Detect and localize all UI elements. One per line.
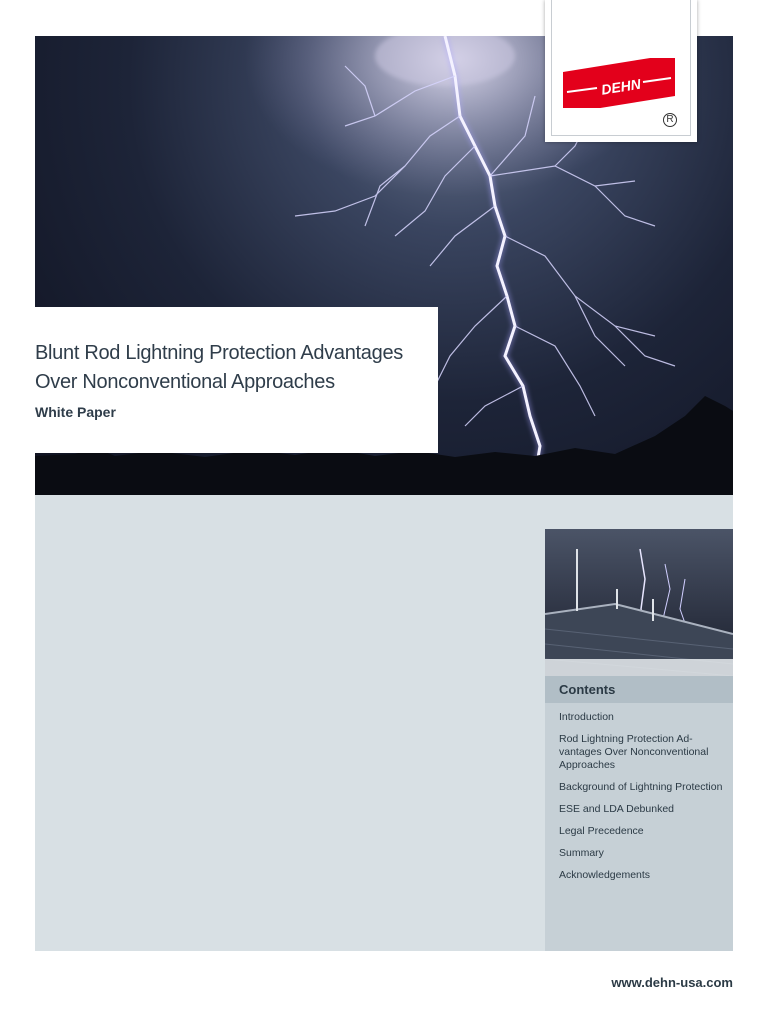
contents-header	[545, 676, 733, 703]
contents-heading: Contents	[559, 682, 616, 697]
website-link[interactable]: www.dehn-usa.com	[611, 975, 733, 990]
title-box	[35, 307, 438, 453]
contents-item-summary[interactable]: Summary	[559, 847, 604, 859]
title-line-1: Blunt Rod Lightning Protection Advantages	[35, 342, 403, 364]
contents-item-acknowledgements[interactable]: Acknowledgements	[559, 869, 651, 881]
svg-text:DEHN: DEHN	[600, 75, 642, 98]
contents-item-legal-precedence[interactable]: Legal Precedence	[559, 825, 644, 837]
page-title	[35, 339, 430, 397]
contents-sidebar	[545, 529, 733, 951]
contents-list	[559, 711, 723, 891]
contents-item-introduction[interactable]: Introduction	[559, 711, 614, 723]
contents-item-background[interactable]: Background of Lightning Protection	[559, 781, 723, 793]
document-type: White Paper	[35, 404, 116, 420]
contents-item-rod-advantages[interactable]: Rod Lightning Protection Ad-vantages Over Nonconventional Approaches	[559, 733, 709, 771]
dehn-logo-tab	[545, 0, 697, 142]
contents-item-ese-lda[interactable]: ESE and LDA Debunked	[559, 803, 674, 815]
dehn-logo-icon	[563, 58, 675, 108]
title-line-2: Over Nonconventional Approaches	[35, 371, 335, 393]
roof-lightning-photo	[545, 529, 733, 676]
registered-mark: R	[663, 113, 677, 127]
